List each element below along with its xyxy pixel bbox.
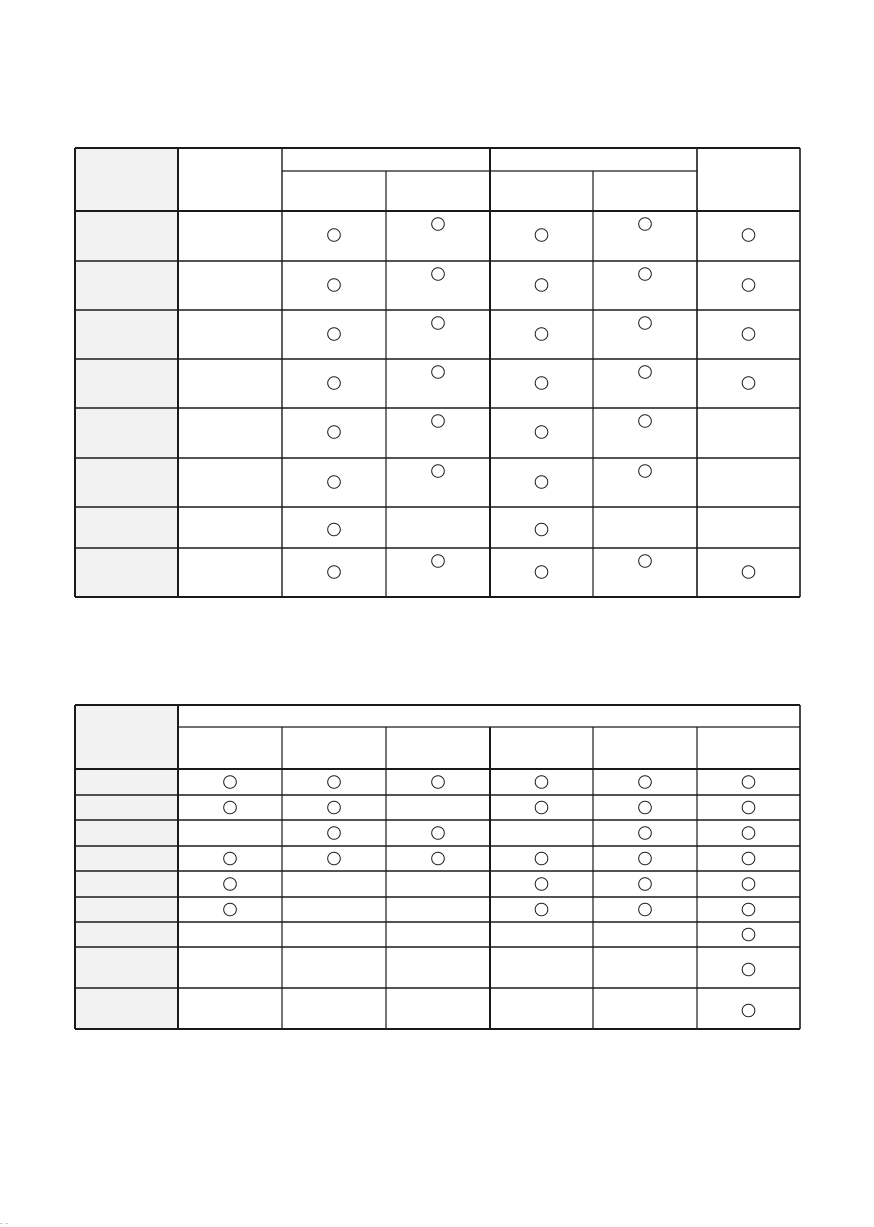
circle-mark-icon — [639, 827, 652, 840]
circle-mark-icon — [535, 801, 548, 814]
circle-mark-icon — [432, 366, 445, 379]
circle-mark-icon — [742, 928, 755, 941]
circle-mark-icon — [432, 827, 445, 840]
circle-mark-icon — [742, 776, 755, 789]
circle-mark-icon — [535, 852, 548, 865]
circle-mark-icon — [639, 878, 652, 891]
circle-mark-icon — [639, 465, 652, 478]
circle-mark-icon — [639, 317, 652, 330]
circle-mark-icon — [742, 852, 755, 865]
circle-mark-icon — [742, 903, 755, 916]
circle-mark-icon — [328, 523, 341, 536]
circle-mark-icon — [742, 963, 755, 976]
circle-mark-icon — [328, 827, 341, 840]
circle-mark-icon — [328, 279, 341, 292]
circle-mark-icon — [742, 377, 755, 390]
circle-mark-icon — [535, 426, 548, 439]
circle-mark-icon — [328, 852, 341, 865]
circle-mark-icon — [224, 776, 237, 789]
circle-mark-icon — [432, 465, 445, 478]
circle-mark-icon — [432, 218, 445, 231]
circle-mark-icon — [224, 878, 237, 891]
circle-mark-icon — [328, 426, 341, 439]
circle-mark-icon — [639, 776, 652, 789]
circle-mark-icon — [535, 776, 548, 789]
circle-mark-icon — [432, 268, 445, 281]
circle-mark-icon — [328, 476, 341, 489]
circle-mark-icon — [639, 268, 652, 281]
label-column-shade — [75, 705, 178, 1029]
circle-mark-icon — [224, 903, 237, 916]
circle-mark-icon — [742, 328, 755, 341]
circle-mark-icon — [432, 776, 445, 789]
circle-mark-icon — [742, 827, 755, 840]
circle-mark-icon — [535, 566, 548, 579]
circle-mark-icon — [328, 776, 341, 789]
circle-mark-icon — [432, 852, 445, 865]
circle-mark-icon — [535, 878, 548, 891]
circle-mark-icon — [639, 801, 652, 814]
circle-mark-icon — [742, 566, 755, 579]
circle-mark-icon — [639, 366, 652, 379]
circle-mark-icon — [535, 229, 548, 242]
table-1 — [75, 148, 800, 597]
circle-mark-icon — [328, 566, 341, 579]
circle-mark-icon — [328, 377, 341, 390]
circle-mark-icon — [535, 377, 548, 390]
circle-mark-icon — [639, 218, 652, 231]
label-column-shade — [75, 148, 178, 597]
circle-mark-icon — [432, 415, 445, 428]
circle-mark-icon — [328, 328, 341, 341]
circle-mark-icon — [432, 555, 445, 568]
circle-mark-icon — [224, 852, 237, 865]
circle-mark-icon — [432, 317, 445, 330]
circle-mark-icon — [742, 279, 755, 292]
circle-mark-icon — [639, 903, 652, 916]
circle-mark-icon — [742, 878, 755, 891]
circle-mark-icon — [535, 523, 548, 536]
circle-mark-icon — [535, 279, 548, 292]
circle-mark-icon — [535, 903, 548, 916]
circle-mark-icon — [328, 801, 341, 814]
circle-mark-icon — [639, 555, 652, 568]
page-footer-marks: – – — [0, 1221, 8, 1227]
table-2 — [75, 705, 800, 1029]
circle-mark-icon — [224, 801, 237, 814]
circle-mark-icon — [742, 801, 755, 814]
circle-mark-icon — [535, 328, 548, 341]
circle-mark-icon — [639, 415, 652, 428]
circle-mark-icon — [328, 229, 341, 242]
circle-mark-icon — [742, 1004, 755, 1017]
circle-mark-icon — [742, 229, 755, 242]
circle-mark-icon — [639, 852, 652, 865]
circle-mark-icon — [535, 476, 548, 489]
